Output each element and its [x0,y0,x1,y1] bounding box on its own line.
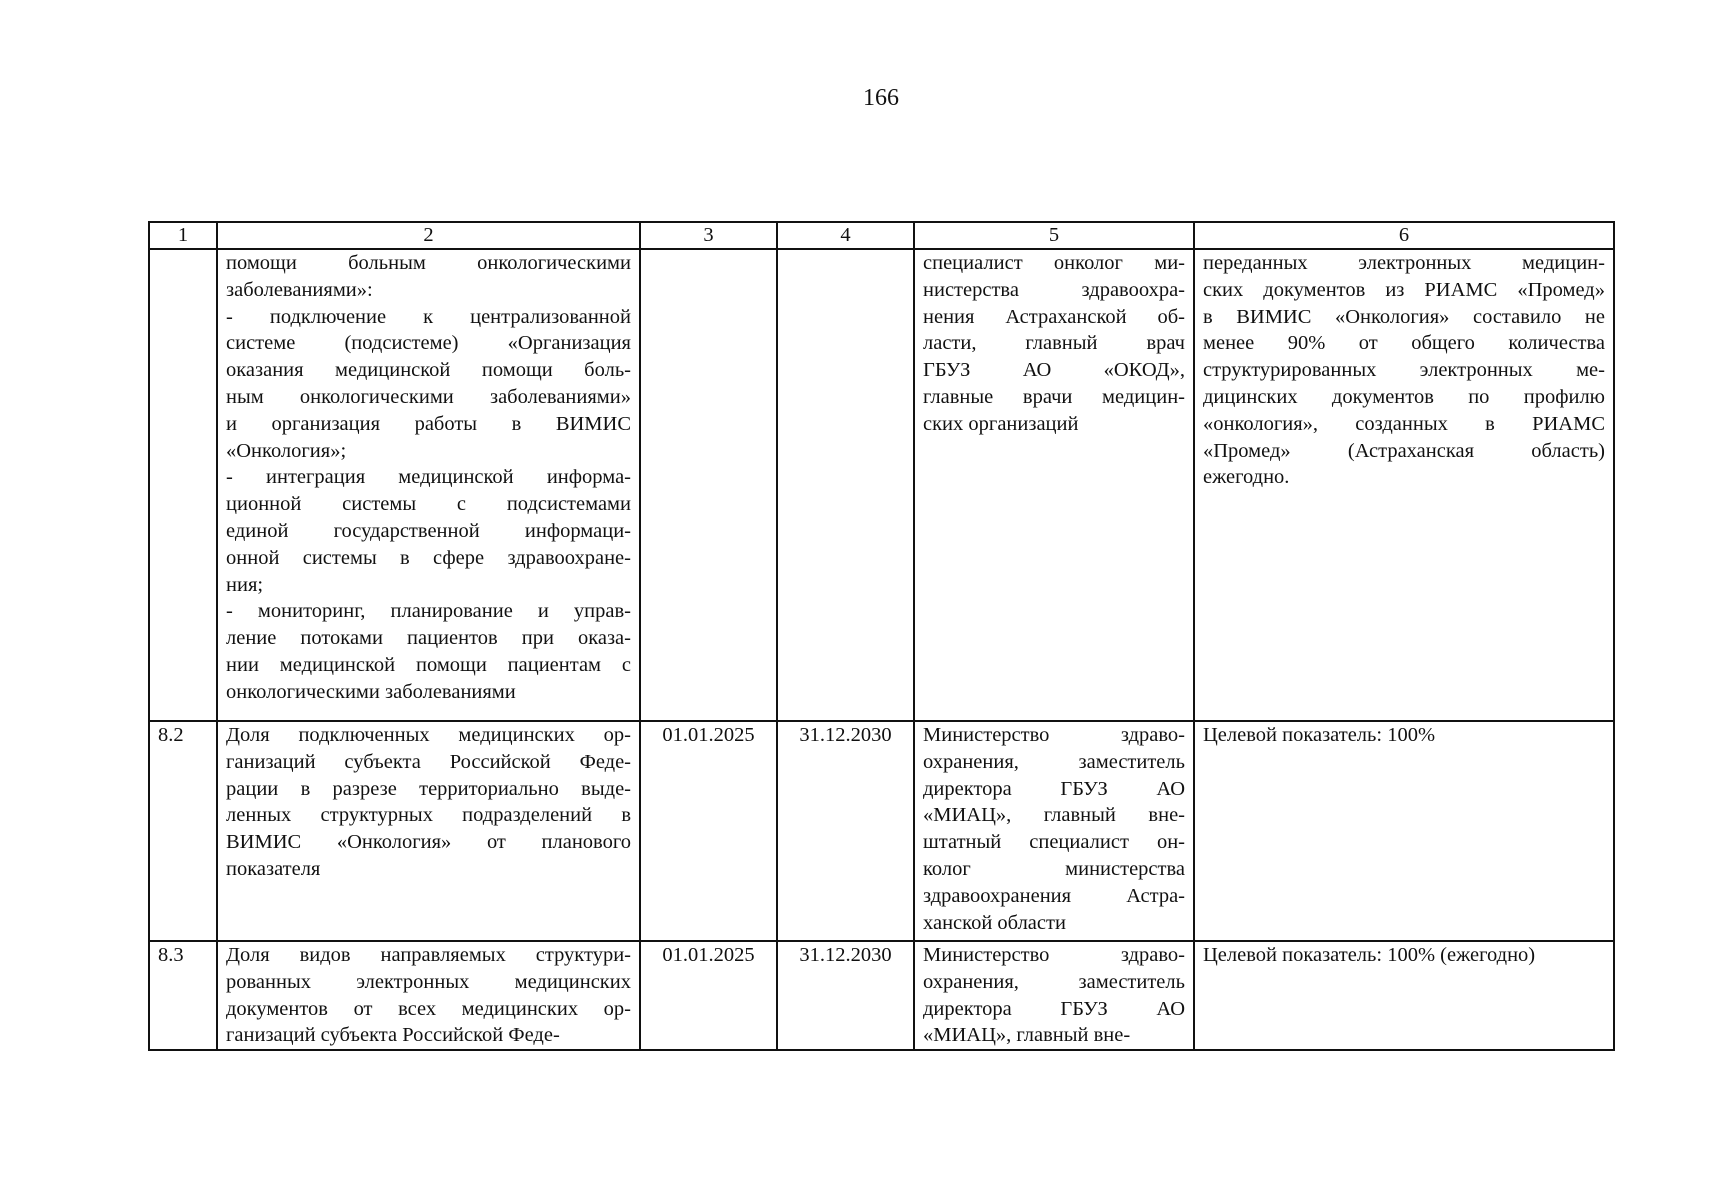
text-line: ганизаций субъекта Российской Феде- [226,1024,560,1047]
activity-cell [217,249,640,721]
start-date: 01.01.2025 [640,721,777,941]
text-line: «МИАЦ», главный вне- [923,804,1185,827]
row-number [149,249,217,721]
col-header-2: 2 [217,222,640,249]
text-line: дицинских документов по профилю [1203,385,1605,408]
start-date: 01.01.2025 [640,941,777,1050]
text-line: ских документов из РИАМС «Промед» [1203,278,1605,301]
text-line: здравоохранения Астра- [923,884,1185,907]
result-cell [1194,249,1614,721]
text-line: ганизаций субъекта Российской Феде- [226,750,631,773]
text-line: нения Астраханской об- [923,305,1185,328]
result-cell [1194,941,1614,1050]
col-header-3: 3 [640,222,777,249]
text-line: «Онкология»; [226,439,347,462]
text-line: Министерство здраво- [923,944,1185,966]
table-row [149,249,1614,721]
text-line: главные врачи медицин- [923,385,1185,408]
text-line: ских организаций [923,412,1079,435]
text-line: Целевой показатель: 100% [1203,724,1436,746]
text-line: документов от всех медицинских ор- [226,997,631,1020]
text-line: ласти, главный врач [923,332,1185,355]
start-date [640,249,777,721]
text-line: специалист онколог ми- [923,252,1185,274]
table-row [149,721,1614,941]
activity-cell [217,721,640,941]
text-line: рации в разрезе территориально выде- [226,777,631,800]
text-line: Целевой показатель: 100% (ежегодно) [1203,944,1536,966]
text-line: помощи больным онкологическими [226,252,631,274]
text-line: показателя [226,857,321,880]
text-line: Доля подключенных медицинских ор- [226,724,631,746]
text-line: ханской области [923,911,1066,934]
text-line: Министерство здраво- [923,724,1185,746]
text-line: единой государственной информаци- [226,519,631,542]
row-number: 8.3 [149,941,217,1050]
text-line: рованных электронных медицинских [226,970,631,993]
text-line: онкологическими заболеваниями [226,680,516,703]
text-line: менее 90% от общего количества [1203,332,1605,355]
table-row [149,941,1614,1050]
end-date: 31.12.2030 [777,941,914,1050]
text-line: ленных структурных подразделений в [226,804,631,827]
responsible-cell [914,249,1194,721]
text-line: ежегодно. [1203,466,1290,489]
text-line: Доля видов направляемых структури- [226,944,631,966]
text-line: «онкология», созданных в РИАМС [1203,412,1605,435]
text-line: в ВИМИС «Онкология» составило не [1203,305,1605,328]
text-line: и организация работы в ВИМИС [226,412,631,435]
activity-cell [217,941,640,1050]
col-header-5: 5 [914,222,1194,249]
responsible-cell [914,941,1194,1050]
text-line: нистерства здравоохра- [923,278,1185,301]
text-line: охранения, заместитель [923,970,1185,993]
text-line: системе (подсистеме) «Организация [226,332,631,355]
header-row [149,222,1614,249]
text-line: онной системы в сфере здравоохране- [226,546,631,569]
plan-table [148,221,1615,1051]
end-date: 31.12.2030 [777,721,914,941]
page-number: 166 [863,85,899,111]
text-line: ВИМИС «Онкология» от планового [226,831,631,854]
text-line: ГБУЗ АО «ОКОД», [923,359,1185,382]
text-line: - интеграция медицинской информа- [226,466,631,489]
text-line: колог министерства [923,857,1185,880]
text-line: директора ГБУЗ АО [923,777,1185,800]
col-header-4: 4 [777,222,914,249]
text-line: переданных электронных медицин- [1203,252,1605,274]
text-line: структурированных электронных ме- [1203,359,1605,382]
responsible-cell [914,721,1194,941]
text-line: - мониторинг, планирование и управ- [226,600,631,623]
col-header-1: 1 [149,222,217,249]
text-line: директора ГБУЗ АО [923,997,1185,1020]
col-header-6: 6 [1194,222,1614,249]
text-line: охранения, заместитель [923,750,1185,773]
result-cell [1194,721,1614,941]
text-line: нии медицинской помощи пациентам с [226,653,631,676]
text-line: - подключение к централизованной [226,305,631,328]
end-date [777,249,914,721]
text-line: ционной системы с подсистемами [226,493,631,516]
text-line: штатный специалист он- [923,831,1185,854]
text-line: ление потоками пациентов при оказа- [226,627,631,650]
text-line: «МИАЦ», главный вне- [923,1024,1131,1047]
text-line: оказания медицинской помощи боль- [226,359,631,382]
row-number: 8.2 [149,721,217,941]
text-line: «Промед» (Астраханская область) [1203,439,1605,462]
text-line: ния; [226,573,264,596]
text-line: ным онкологическими заболеваниями» [226,385,631,408]
text-line: заболеваниями»: [226,278,373,301]
